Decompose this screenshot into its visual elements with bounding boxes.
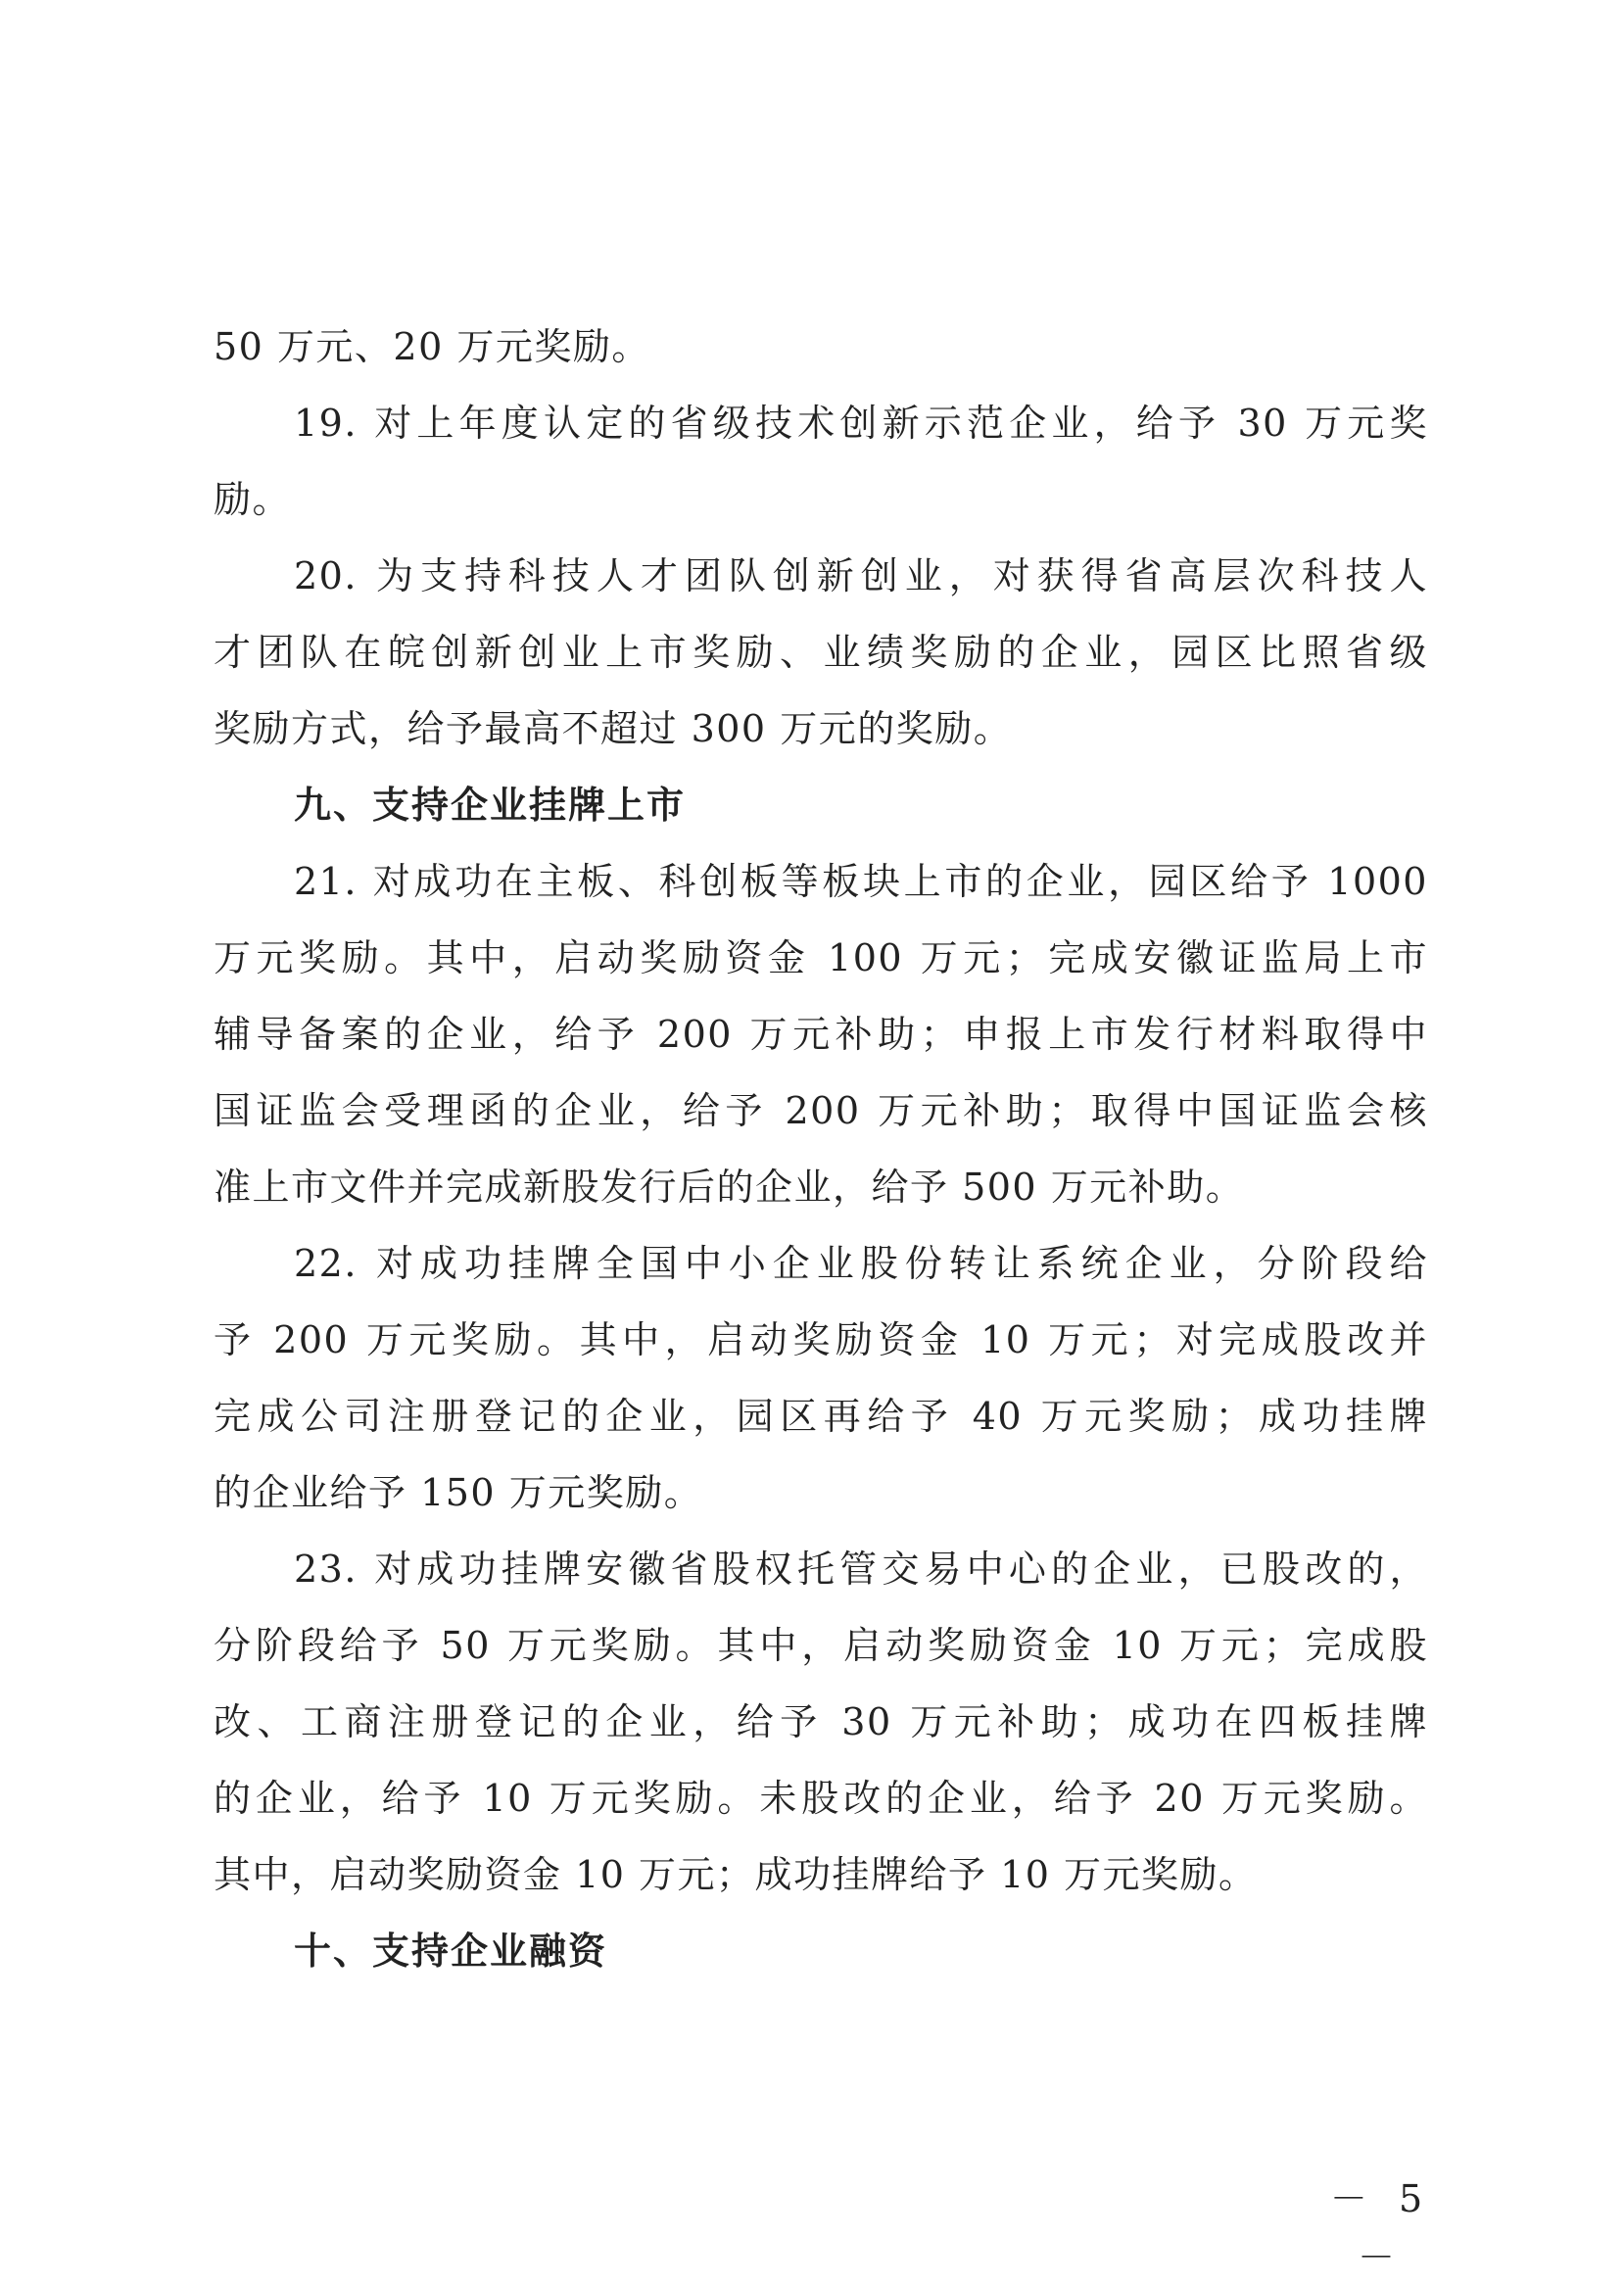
body-line: 改、工商注册登记的企业，给予 30 万元补助；成功在四板挂牌: [214, 1700, 1428, 1743]
body-line: 的企业，给予 10 万元奖励。未股改的企业，给予 20 万元奖励。: [214, 1777, 1428, 1820]
paragraph-23-line: 23. 对成功挂牌安徽省股权托管交易中心的企业，已股改的，: [294, 1548, 1428, 1591]
body-line: 完成公司注册登记的企业，园区再给予 40 万元奖励；成功挂牌: [214, 1395, 1428, 1438]
paragraph-20-line: 20. 为支持科技人才团队创新创业，对获得省高层次科技人: [294, 554, 1428, 597]
body-line: 50 万元、20 万元奖励。: [214, 325, 650, 368]
body-line: 国证监会受理函的企业，给予 200 万元补助；取得中国证监会核: [214, 1089, 1428, 1132]
body-line: 其中，启动奖励资金 10 万元；成功挂牌给予 10 万元奖励。: [214, 1853, 1258, 1896]
body-line: 奖励方式，给予最高不超过 300 万元的奖励。: [214, 707, 1013, 750]
section-heading-9: 九、支持企业挂牌上市: [294, 784, 687, 827]
body-line: 的企业给予 150 万元奖励。: [214, 1471, 703, 1514]
body-line: 分阶段给予 50 万元奖励。其中，启动奖励资金 10 万元；完成股: [214, 1624, 1428, 1667]
body-line: 准上市文件并完成新股发行后的企业，给予 500 万元补助。: [214, 1166, 1245, 1209]
body-line: 辅导备案的企业，给予 200 万元补助；申报上市发行材料取得中: [214, 1013, 1428, 1056]
paragraph-22-line: 22. 对成功挂牌全国中小企业股份转让系统企业，分阶段给: [294, 1242, 1428, 1285]
body-line: 予 200 万元奖励。其中，启动奖励资金 10 万元；对完成股改并: [214, 1318, 1428, 1361]
page-number: － 5 －: [1329, 2177, 1433, 2279]
paragraph-21-line: 21. 对成功在主板、科创板等板块上市的企业，园区给予 1000: [294, 860, 1428, 903]
paragraph-19-line: 19. 对上年度认定的省级技术创新示范企业，给予 30 万元奖: [294, 402, 1428, 445]
body-line: 万元奖励。其中，启动奖励资金 100 万元；完成安徽证监局上市: [214, 936, 1428, 979]
section-heading-10: 十、支持企业融资: [294, 1930, 608, 1973]
body-line: 励。: [214, 478, 292, 521]
body-line: 才团队在皖创新创业上市奖励、业绩奖励的企业，园区比照省级: [214, 631, 1428, 674]
